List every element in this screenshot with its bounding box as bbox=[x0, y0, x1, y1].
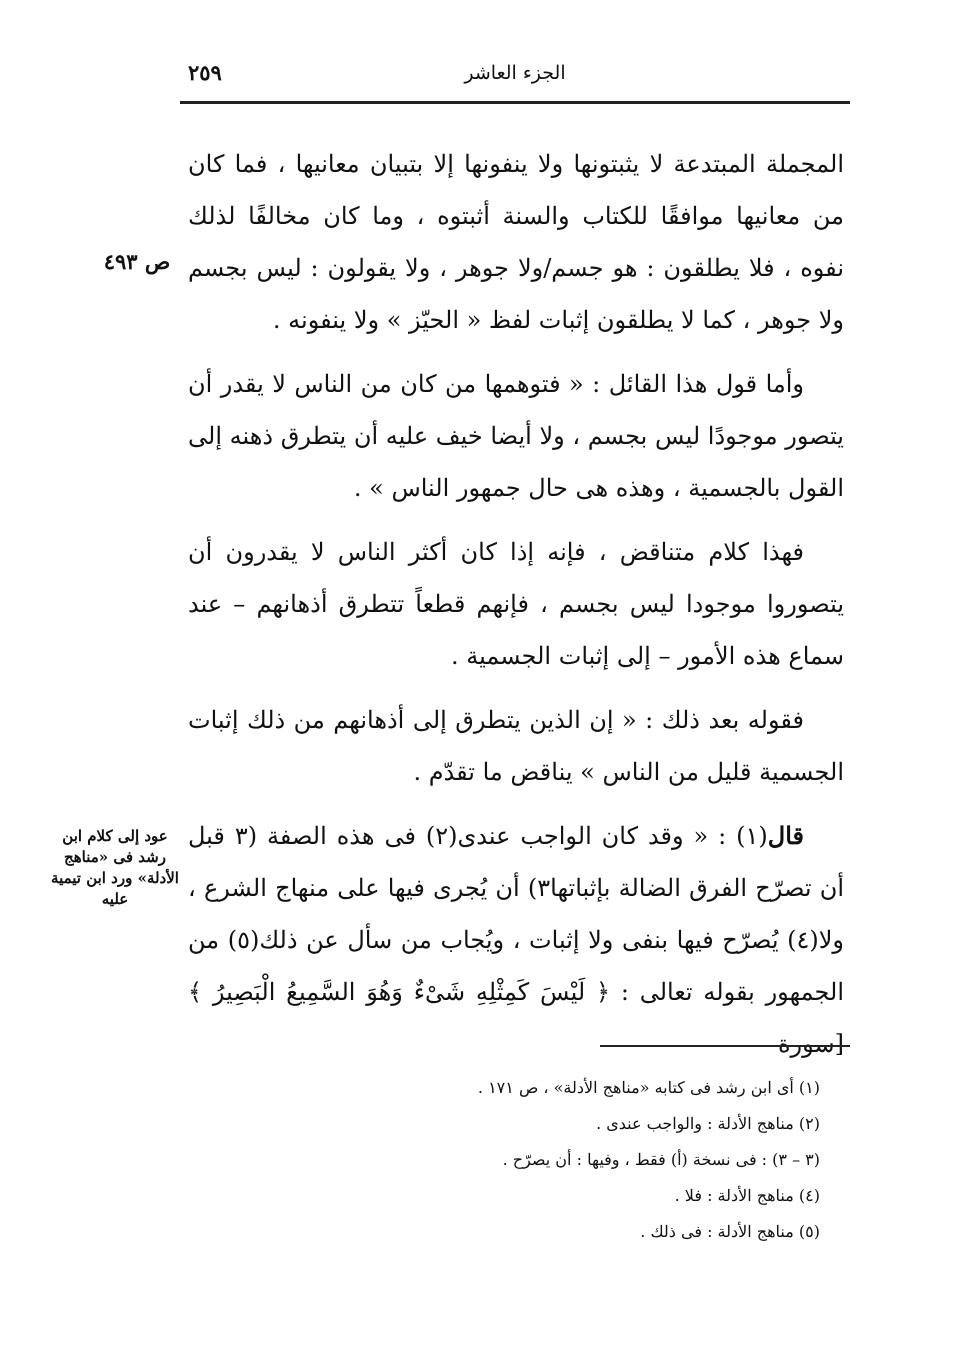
footnotes bbox=[380, 1070, 820, 1250]
paragraph: المجملة المبتدعة لا يثبتونها ولا ينفونها إلا بتبيان معانيها ، فما كان من معانيها موافقًا للكتاب والسنة أثبتوه ، وما كان مخالفًا لذلك نفوه ، فلا يطلقون : هو جسم/ولا جوهر ، ولا يقولون : ليس بجسم ولا جوهر ، كما لا يطلقون إثبات لفظ « الحيّز » ولا ينفونه . bbox=[188, 150, 844, 334]
paragraph: فقوله بعد ذلك : « إن الذين يتطرق إلى أذهانهم من ذلك إثبات الجسمية قليل من الناس » يناقض ما تقدّم . bbox=[188, 706, 844, 786]
footnote: (٥) مناهج الأدلة : فى ذلك . bbox=[640, 1222, 820, 1241]
page-header bbox=[180, 56, 850, 100]
paragraph: وأما قول هذا القائل : « فتوهمها من كان من الناس لا يقدر أن يتصور موجودًا ليس بجسم ، ولا أيضا خيف عليه أن يتطرق ذهنه إلى القول بالجسمية ، وهذه هى حال جمهور الناس » . bbox=[188, 370, 844, 502]
paragraph-text: (١) : « وقد كان الواجب عندى(٢) فى هذه الصفة (٣ قبل أن تصرّح الفرق الضالة بإثباتها٣) أن يُجرى فيها على منهاج الشرع ، ولا(٤) يُصرّح فيها بنفى ولا إثبات ، ويُجاب من سأل عن ذلك(٥) من الجمهور بقوله تعالى : ﴿ لَيْسَ كَمِثْلِهِ شَىْءٌ وَهُوَ السَّمِيعُ الْبَصِيرُ ﴾ [سورة bbox=[188, 822, 844, 1058]
paragraph bbox=[188, 810, 844, 1070]
page-number: ٢٥٩ bbox=[188, 60, 222, 85]
main-text bbox=[188, 138, 844, 1070]
original-page-reference: ص ٤٩٣ bbox=[103, 249, 171, 274]
header-rule bbox=[180, 101, 850, 104]
paragraph: فهذا كلام متناقض ، فإنه إذا كان أكثر الناس لا يقدرون أن يتصوروا موجودا ليس بجسم ، فإنهم قطعاً تتطرق أذهانهم – عند سماع هذه الأمور – إلى إثبات الجسمية . bbox=[188, 538, 844, 670]
paragraph-lead-word: قال bbox=[767, 821, 804, 850]
margin-side-note: عود إلى كلام ابن رشد فى «مناهج الأدلة» ورد ابن تيمية عليه bbox=[51, 827, 179, 908]
footnote: (١) أى ابن رشد فى كتابه «مناهج الأدلة» ، ص ١٧١ . bbox=[477, 1078, 820, 1097]
running-title: الجزء العاشر bbox=[464, 62, 566, 84]
footnote: (٤) مناهج الأدلة : فلا . bbox=[674, 1186, 820, 1205]
footnote: (٣ – ٣) : فى نسخة (أ) فقط ، وفيها : أن يصرّح . bbox=[502, 1150, 820, 1169]
footnote-rule bbox=[600, 1045, 850, 1047]
footnote: (٢) مناهج الأدلة : والواجب عندى . bbox=[596, 1114, 820, 1133]
